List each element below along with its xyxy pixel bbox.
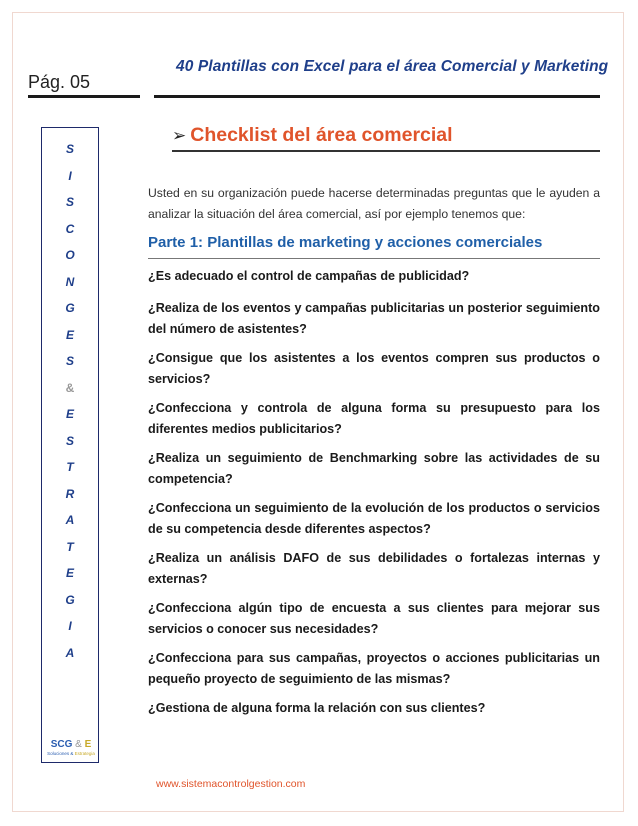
part-heading: Parte 1: Plantillas de marketing y acciones comerciales <box>148 234 543 251</box>
header-rule-right <box>154 95 600 98</box>
sidebar-letter: G <box>65 301 75 315</box>
sidebar-letter: R <box>65 486 75 501</box>
question-item: ¿Confecciona algún tipo de encuesta a sus clientes para mejorar sus servicios o conocer sus necesidades? <box>148 601 600 636</box>
question-item: ¿Realiza de los eventos y campañas publicitarias un posterior seguimiento del número de asistentes? <box>148 301 600 336</box>
section-heading-text: Checklist del área comercial <box>190 124 453 146</box>
intro-paragraph: Usted en su organización puede hacerse determinadas preguntas que le ayuden a analizar la situación del área comercial, así por ejemplo tenemos que: <box>148 186 600 221</box>
sidebar-letter: S <box>65 354 74 368</box>
sidebar-letter: I <box>68 168 72 183</box>
sidebar-letter: N <box>65 274 75 289</box>
sidebar-letters <box>42 142 98 672</box>
footer-url-link[interactable]: www.sistemacontrolgestion.com <box>156 778 306 790</box>
document-title: 40 Plantillas con Excel para el área Comercial y Marketing <box>176 58 609 75</box>
section-heading <box>172 124 453 147</box>
header-rule-left <box>28 95 140 98</box>
question-item: ¿Es adecuado el control de campañas de publicidad? <box>148 269 470 283</box>
sidebar-letter: T <box>66 539 74 554</box>
sidebar-banner <box>41 127 99 763</box>
sidebar-letter: O <box>65 248 75 262</box>
sidebar-letter: A <box>65 645 75 660</box>
section-heading-rule <box>172 150 600 152</box>
company-logo <box>46 739 96 756</box>
question-item: ¿Gestiona de alguna forma la relación con sus clientes? <box>148 701 486 715</box>
logo-amp: & <box>75 739 82 750</box>
logo-part2: E <box>84 739 92 750</box>
logo-tagline <box>46 751 96 756</box>
sidebar-letter: I <box>68 619 72 633</box>
question-item: ¿Confecciona y controla de alguna forma su presupuesto para los diferentes medios publicitarios? <box>148 401 600 436</box>
sidebar-letter: S <box>65 433 74 448</box>
sidebar-letter: & <box>65 380 75 395</box>
sidebar-letter: E <box>65 407 74 421</box>
sidebar-letter: C <box>65 221 75 236</box>
question-list <box>148 266 600 730</box>
sidebar-letter: G <box>65 592 75 607</box>
question-item: ¿Realiza un seguimiento de Benchmarking sobre las actividades de su competencia? <box>148 451 600 486</box>
part-heading-rule <box>148 258 600 259</box>
logo-tagline-amp: & <box>70 751 74 756</box>
sidebar-letter: T <box>66 460 74 474</box>
sidebar-letter: E <box>65 327 74 342</box>
logo-tagline-part2: Estrategia <box>74 751 95 756</box>
logo-tagline-part1: Soluciones <box>47 751 70 756</box>
sidebar-letter: S <box>65 195 74 209</box>
question-item: ¿Consigue que los asistentes a los eventos compren sus productos o servicios? <box>148 351 600 386</box>
sidebar-letter: A <box>65 513 75 527</box>
question-item: ¿Realiza un análisis DAFO de sus debilidades o fortalezas internas y externas? <box>148 551 600 586</box>
sidebar-letter: E <box>65 566 74 580</box>
page-number: Pág. 05 <box>28 72 91 92</box>
question-item: ¿Confecciona un seguimiento de la evolución de los productos o servicios de su competencia desde diferentes aspectos? <box>148 501 600 536</box>
arrow-bullet-icon: ➢ <box>172 126 187 145</box>
question-item: ¿Confecciona para sus campañas, proyectos o acciones publicitarias un pequeño proyecto de seguimiento de las mismas? <box>148 651 600 686</box>
sidebar-letter: S <box>65 142 74 156</box>
logo-part1: SCG <box>50 739 73 750</box>
logo-wordmark <box>46 739 96 750</box>
